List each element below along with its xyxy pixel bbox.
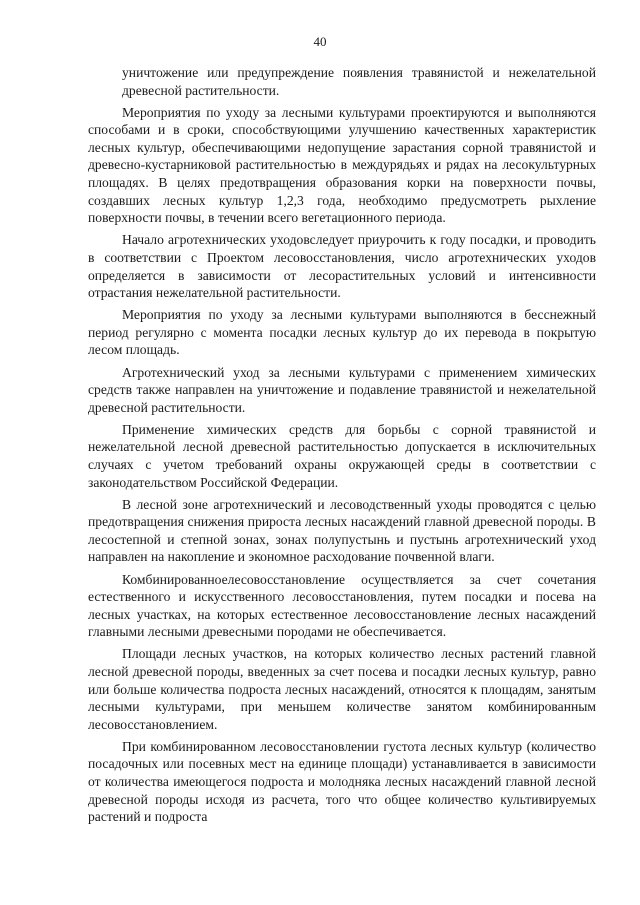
paragraph-10: При комбинированном лесовосстановлении густота лесных культур (количество посадочных или посевных мест на единице площади) устанавливается в зависимости от количества имеющегося подроста и молодняка лесных насаждений главной лесной древесной породы исходя из расчета, того что общее количество культивируемых растений и подроста [88, 738, 596, 825]
paragraph-1: уничтожение или предупреждение появления травянистой и нежелательной древесной растительности. [122, 65, 596, 98]
paragraph-6: Применение химических средств для борьбы с сорной травянистой и нежелательной лесной древесной растительностью допускается в исключительных случаях с учетом требований охраны окружающей среды в соответствии с законодательством Российской Федерации. [88, 421, 596, 490]
paragraph-5: Агротехнический уход за лесными культурами с применением химических средств также направлен на уничтожение и подавление травянистой и нежелательной древесной растительности. [88, 364, 596, 415]
page-number: 40 [313, 34, 327, 49]
paragraph-3: Начало агротехнических уходовследует приурочить к году посадки, и проводить в соответствии с Проектом лесовосстановления, число агротехнических уходов определяется в зависимости от лесорастительных условий и интенсивности отрастания нежелательной растительности. [88, 232, 596, 301]
paragraph-8: Комбинированноелесовосстановление осуществляется за счет сочетания естественного и искусственного лесовосстановления, путем посадки и посева на лесных участках, на которых естественное лесовосстановление лесных насаждений главными лесными древесными породами не обеспечивается. [88, 571, 596, 640]
paragraph-9: Площади лесных участков, на которых количество лесных растений главной лесной древесной породы, введенных за счет посева и посадки лесных культур, равно или больше количества подроста лесных насаждений, относятся к площадям, занятым лесными культурами, при меньшем количестве занятом комбинированным лесовосстановлением. [88, 646, 596, 732]
body-text [88, 64, 596, 830]
paragraph-2: Мероприятия по уходу за лесными культурами проектируются и выполняются способами и в сроки, способствующими улучшению качественных характеристик лесных культур, обеспечивающими недопущение зарастания сорной травянистой и древесно-кустарниковой растительностью в междурядьях и рядах на лесокультурных площадях. В целях предотвращения образования корки на поверхности почвы, создавших лесных культур 1,2,3 года, необходимо предусмотреть рыхление поверхности почвы, в течении всего вегетационного периода. [88, 104, 596, 226]
paragraph-7: В лесной зоне агротехнический и лесоводственный уходы проводятся с целью предотвращения снижения прироста лесных насаждений главной древесной породы. В лесостепной и степной зонах, зонах полупустынь и пустынь агротехнический уход направлен на накопление и экономное расходование почвенной влаги. [88, 496, 596, 565]
paragraph-4: Мероприятия по уходу за лесными культурами выполняются в бесснежный период регулярно с момента посадки лесных культур до их перевода в покрытую лесом площадь. [88, 307, 596, 358]
